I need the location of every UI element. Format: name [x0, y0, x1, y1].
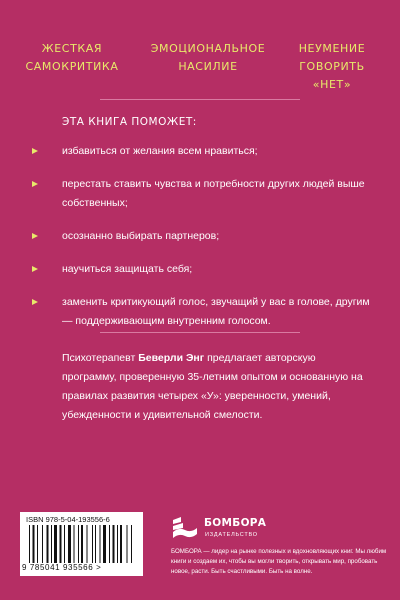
list-item-text: перестать ставить чувства и потребности других людей выше собственных; — [62, 178, 365, 209]
keyword-line: ЖЕСТКАЯ — [41, 42, 103, 55]
ean-number: 9 785041 935566 > — [22, 563, 102, 572]
description-pre: Психотерапевт — [62, 352, 139, 364]
keyword-self-criticism — [22, 40, 122, 76]
keyword-line: ЭМОЦИОНАЛЬНОЕ — [150, 42, 266, 55]
benefits-list — [30, 142, 375, 345]
list-item — [30, 293, 375, 331]
arrow-bullet-icon — [32, 233, 38, 239]
keyword-emotional-abuse — [150, 40, 266, 76]
arrow-bullet-icon — [32, 148, 38, 154]
list-item — [30, 227, 375, 246]
keyword-inability-to-say-no — [282, 40, 382, 94]
list-item — [30, 175, 375, 213]
description-post: предлагает авторскую программу, проверенную 35-летним опытом и основанную на правилах развития четырех «У»: уверенности, умений, убежденности и удивительной смелости. — [62, 352, 363, 421]
list-item-text: научиться защищать себя; — [62, 263, 193, 275]
barcode-block — [20, 512, 143, 576]
publisher-logo-subtitle: ИЗДАТЕЛЬСТВО — [205, 532, 258, 538]
publisher-logo-name: БОМБОРА — [204, 517, 267, 529]
arrow-bullet-icon — [32, 181, 38, 187]
author-name: Беверли Энг — [138, 352, 205, 364]
keyword-line: САМОКРИТИКА — [25, 60, 119, 73]
isbn: ISBN 978-5-04-193556-6 — [26, 515, 110, 524]
list-item-text: осознанно выбирать партнеров; — [62, 230, 220, 242]
arrow-bullet-icon — [32, 299, 38, 305]
list-item — [30, 260, 375, 279]
keyword-line: НЕУМЕНИЕ — [298, 42, 366, 55]
bombora-wave-icon — [171, 516, 199, 542]
divider — [100, 332, 300, 333]
book-description — [62, 349, 367, 425]
keyword-line: НАСИЛИЕ — [178, 60, 238, 73]
keyword-line: ГОВОРИТЬ «НЕТ» — [299, 60, 365, 91]
barcode — [29, 525, 135, 563]
list-item-text: избавиться от желания всем нравиться; — [62, 145, 258, 157]
section-heading: ЭТА КНИГА ПОМОЖЕТ: — [62, 116, 197, 128]
list-item — [30, 142, 375, 161]
publisher-tagline: БОМБОРА — лидер на рынке полезных и вдохновляющих книг. Мы любим книги и создаем их, чтобы вы могли творить, открывать мир, пробовать новое, расти. Быть счастливыми. Быть на волне. — [171, 548, 387, 575]
list-item-text: заменить критикующий голос, звучащий у вас в голове, другим — поддерживающим внутренним голосом. — [62, 296, 370, 327]
arrow-bullet-icon — [32, 266, 38, 272]
divider — [100, 99, 300, 100]
